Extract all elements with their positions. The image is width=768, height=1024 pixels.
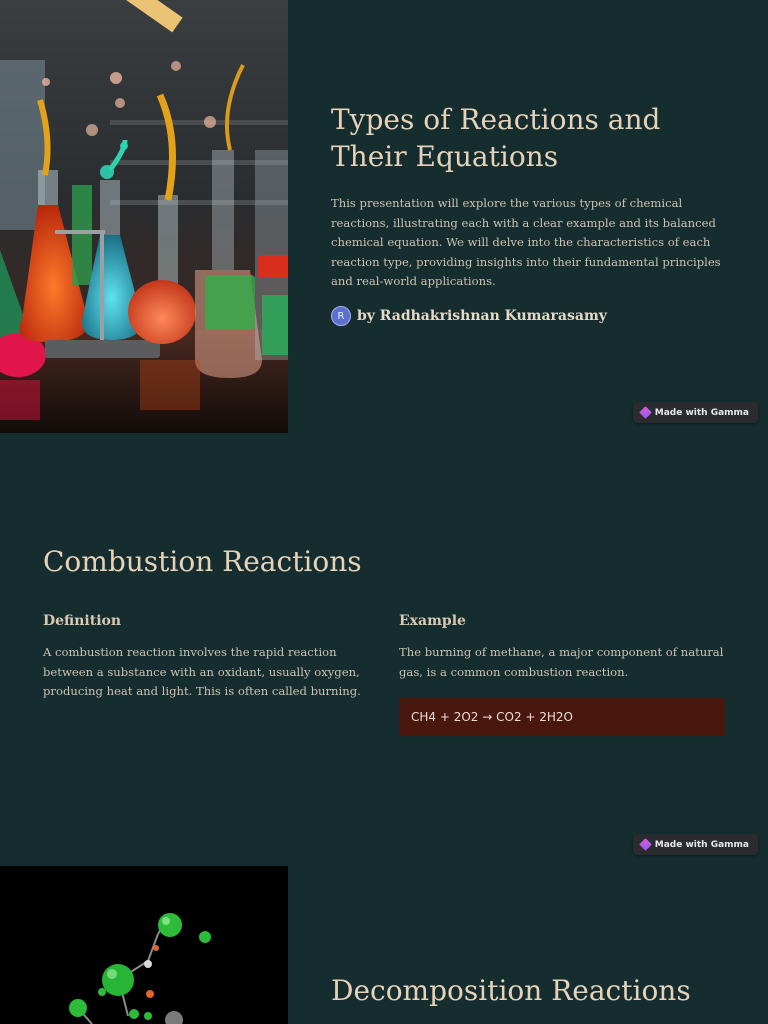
avatar: R	[331, 306, 351, 326]
slide-title: Decomposition Reactions	[331, 974, 691, 1007]
presentation-title: Types of Reactions and Their Equations	[331, 103, 661, 173]
definition-text: A combustion reaction involves the rapid reaction between a substance with an oxidant, usually oxygen, producing heat and light. This is often called burning.	[43, 645, 361, 699]
equation-box	[399, 698, 725, 736]
definition-column	[43, 613, 373, 702]
combustion-slide	[0, 433, 768, 866]
badge-label: Made with Gamma	[654, 407, 749, 418]
example-text: The burning of methane, a major component of natural gas, is a common combustion reaction.	[399, 645, 724, 679]
made-with-gamma-badge[interactable]	[633, 402, 758, 423]
decomposition-slide	[0, 866, 768, 1024]
chemical-equation: CH4 + 2O2 → CO2 + 2H2O	[411, 710, 573, 724]
author-name: by Radhakrishnan Kumarasamy	[357, 308, 607, 324]
lab-flasks-image	[0, 0, 288, 433]
badge-label: Made with Gamma	[654, 839, 749, 850]
slide-title: Combustion Reactions	[43, 545, 362, 578]
gamma-logo-icon	[639, 406, 652, 419]
presentation-description: This presentation will explore the various types of chemical reactions, illustrating each with a clear example and its balanced chemical equation. We will delve into the characteristics of each reaction type, providing insights into their fundamental principles and real-world applications.	[331, 196, 721, 289]
title-slide	[0, 0, 768, 433]
example-heading: Example	[399, 613, 466, 629]
author-line[interactable]	[331, 306, 607, 326]
definition-heading: Definition	[43, 613, 122, 629]
molecule-image	[0, 866, 288, 1024]
gamma-logo-icon	[639, 838, 652, 851]
made-with-gamma-badge[interactable]	[633, 834, 758, 855]
example-column	[399, 613, 729, 682]
